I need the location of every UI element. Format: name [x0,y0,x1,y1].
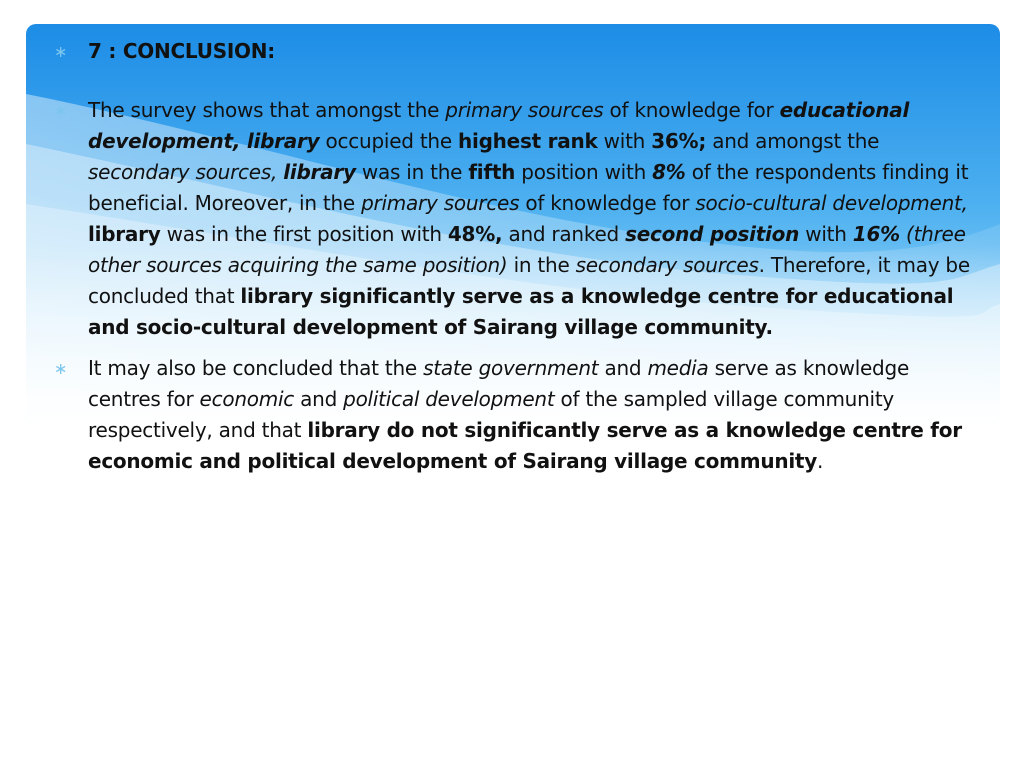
text-run: and [294,387,344,411]
text-run: economic [199,387,295,411]
text-run: serve as knowledge centres for [88,356,909,411]
text-run: fifth [468,160,516,184]
text-run: and amongst the [706,129,880,153]
text-run: second position [625,222,800,246]
text-run: of knowledge for [519,191,696,215]
bullet-asterisk-icon: ∗ [54,101,68,120]
text-run: It may also be concluded that the [88,356,424,380]
paragraph-further-conclusion [88,353,972,477]
paragraph-survey-findings [88,95,972,343]
text-run: 8% [652,160,686,184]
text-run: educational development, library [88,98,910,153]
text-run: was in the [355,160,469,184]
text-run: . [817,449,824,473]
bullet-paragraph-2 [52,353,972,477]
text-run: primary sources [445,98,604,122]
text-run: library do not significantly serve as a knowledge centre for economic and political development of Sairang village community [88,418,962,473]
text-run: in the [507,253,576,277]
text-run: The survey shows that amongst the [88,98,446,122]
text-run: and ranked [502,222,626,246]
text-run: secondary sources [575,253,759,277]
text-run: 36%; [651,129,707,153]
text-run: media [647,356,709,380]
text-run: library significantly serve as a knowledge centre for educational and socio-cultural development of Sairang village community. [88,284,954,339]
text-run: of knowledge for [603,98,780,122]
text-run: of the sampled village community respectively, and that [88,387,895,442]
bullet-asterisk-icon: ∗ [54,42,68,61]
text-run: with [597,129,652,153]
text-run: and [598,356,648,380]
text-run: political development [343,387,555,411]
slide-content [52,36,972,487]
bullet-paragraph-1 [52,95,972,343]
text-run: library [88,222,161,246]
text-run: occupied the [319,129,459,153]
bullet-asterisk-icon: ∗ [54,359,68,378]
text-run: socio-cultural development, [695,191,968,215]
bullet-heading [52,36,972,67]
text-run: library [283,160,356,184]
text-run: was in the first position with [160,222,448,246]
text-run: (three other sources acquiring the same position) [88,222,966,277]
text-run: secondary sources, [88,160,284,184]
text-run: . Therefore, it may be concluded that [88,253,970,308]
conclusion-heading: 7 : CONCLUSION: [88,39,276,63]
text-run: state government [423,356,599,380]
text-run: primary sources [361,191,520,215]
text-run: highest rank [458,129,598,153]
text-run: 48%, [447,222,503,246]
text-run: of the respondents finding it beneficial. Moreover, in the [88,160,969,215]
text-run: with [799,222,853,246]
text-run: 16% [852,222,900,246]
text-run: position with [515,160,653,184]
